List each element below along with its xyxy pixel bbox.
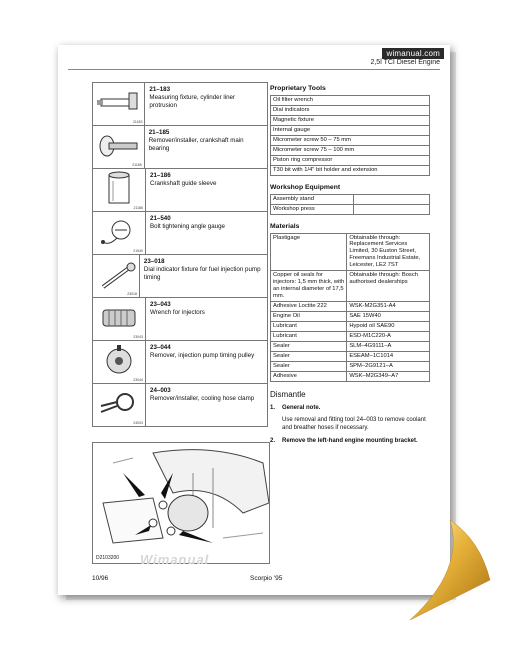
table-row: Dial indicators xyxy=(271,105,430,115)
table-row: Engine Oil SAE 15W40 xyxy=(271,312,430,322)
tool-number: 24–003 xyxy=(150,387,171,394)
tool-description: Remover/installer, cooling hose clamp xyxy=(150,395,255,403)
tool-description: Bolt tightening angle gauge xyxy=(150,223,225,231)
table-row: Adhesive Loctite 222 WSK-M2G351-A4 xyxy=(271,302,430,312)
table-row: T30 bit with 1/4" bit holder and extension xyxy=(271,165,430,175)
tool-number: 23–043 xyxy=(150,301,171,308)
header-divider xyxy=(68,69,440,70)
tool-row xyxy=(92,168,268,211)
table-row: Adhesive WSK–M2G349–A7 xyxy=(271,371,430,381)
table-row: Sealer SPM–2G9121–A xyxy=(271,361,430,371)
tool-row xyxy=(92,383,268,427)
tool-row xyxy=(92,254,268,297)
manual-page xyxy=(58,45,450,595)
tool-number: 21–185 xyxy=(148,129,170,136)
tool-number: 21–183 xyxy=(149,86,171,93)
step-number: 2. xyxy=(270,437,276,444)
table-row: Oil filter wrench xyxy=(271,96,430,106)
page-header-title: 2,5l TCI Diesel Engine xyxy=(370,59,440,66)
tool-number: 21–186 xyxy=(150,172,171,179)
table-row: Sealer ESEAM–1C1014 xyxy=(271,351,430,361)
proprietary-tools-table xyxy=(270,95,430,176)
table-row: Sealer SLM–4G9111–A xyxy=(271,341,430,351)
table-row: Magnetic fixture xyxy=(271,115,430,125)
tool-number: 21–540 xyxy=(150,215,171,222)
table-row: Assembly stand xyxy=(271,194,430,204)
page-number: 10/96 xyxy=(92,575,109,582)
tool-row xyxy=(92,340,268,383)
angle-gauge-icon: 21540 xyxy=(93,212,146,254)
tool-description: Crankshaft guide sleeve xyxy=(150,180,217,188)
step-item xyxy=(270,438,430,446)
dismantle-heading: Dismantle xyxy=(270,389,306,399)
model-name: Scorpio '95 xyxy=(250,575,283,582)
table-row: Micrometer screw 75 – 100 mm xyxy=(271,145,430,155)
tool-row xyxy=(92,82,268,125)
materials-table xyxy=(270,233,430,382)
table-row: Lubricant ESD-M1C220-A xyxy=(271,331,430,341)
tool-row xyxy=(92,297,268,340)
measuring-fixture-icon: 21183 xyxy=(93,83,145,125)
hose-clamp-tool-icon: 24003 xyxy=(93,384,146,426)
site-watermark: wimanual.com xyxy=(382,48,444,59)
tool-description: Remover, injection pump timing pulley xyxy=(150,352,255,360)
step-number: 1. xyxy=(270,404,276,411)
step-item xyxy=(270,405,430,413)
pulley-remover-icon: 23044 xyxy=(93,341,146,383)
table-row: Internal gauge xyxy=(271,125,430,135)
wimanual-logo: Wimanual xyxy=(140,552,210,567)
page-curl-graphic xyxy=(390,520,500,625)
table-row: Plastigage Obtainable through: Replacement Services Limited, 30 Euston Street, Freemans Industrial Estate, Leicester, LE2 7ST xyxy=(271,233,430,271)
workshop-equipment-heading: Workshop Equipment xyxy=(270,183,341,191)
table-row: Piston ring compressor xyxy=(271,155,430,165)
tool-number: 23–044 xyxy=(150,344,171,351)
bearing-remover-icon: 21185 xyxy=(93,126,145,168)
guide-sleeve-icon: 21186 xyxy=(93,169,146,211)
table-row: Workshop press xyxy=(271,204,430,214)
tool-number: 23–018 xyxy=(143,258,165,265)
injector-wrench-icon: 23043 xyxy=(93,298,146,340)
tool-row xyxy=(92,211,268,254)
tool-row xyxy=(92,125,268,168)
workshop-equipment-table xyxy=(270,194,430,215)
dial-indicator-fixture-icon: 23018 xyxy=(93,255,140,297)
table-row: Lubricant Hypoid oil SAE90 xyxy=(271,322,430,332)
tool-description: Remover/installer, crankshaft main bearing xyxy=(148,137,244,152)
tool-description: Measuring fixture, cylinder liner protrusion xyxy=(149,94,236,109)
step-body: Use removal and fitting tool 24–003 to remove coolant and breather hoses if necessary. xyxy=(282,416,426,431)
engine-drawing xyxy=(93,443,269,563)
materials-heading: Materials xyxy=(270,222,300,230)
tool-description: Wrench for injectors xyxy=(150,309,205,317)
table-row: Micrometer screw 50 – 75 mm xyxy=(271,135,430,145)
step-title: Remove the left-hand engine mounting bracket. xyxy=(282,437,418,444)
illustration-code: D2103200 xyxy=(96,555,120,561)
step-title: General note. xyxy=(282,404,321,411)
table-row: Copper oil seals for injectors: 1,5 mm thick, with an internal diameter of 17,5 mm. Obtainable through: Bosch authorised dealerships xyxy=(271,271,430,302)
tool-description: Dial indicator fixture for fuel injection pump timing xyxy=(143,266,261,281)
proprietary-tools-heading: Proprietary Tools xyxy=(270,85,326,92)
right-column xyxy=(270,85,430,451)
engine-illustration xyxy=(92,442,270,564)
special-tools-list xyxy=(92,82,268,427)
